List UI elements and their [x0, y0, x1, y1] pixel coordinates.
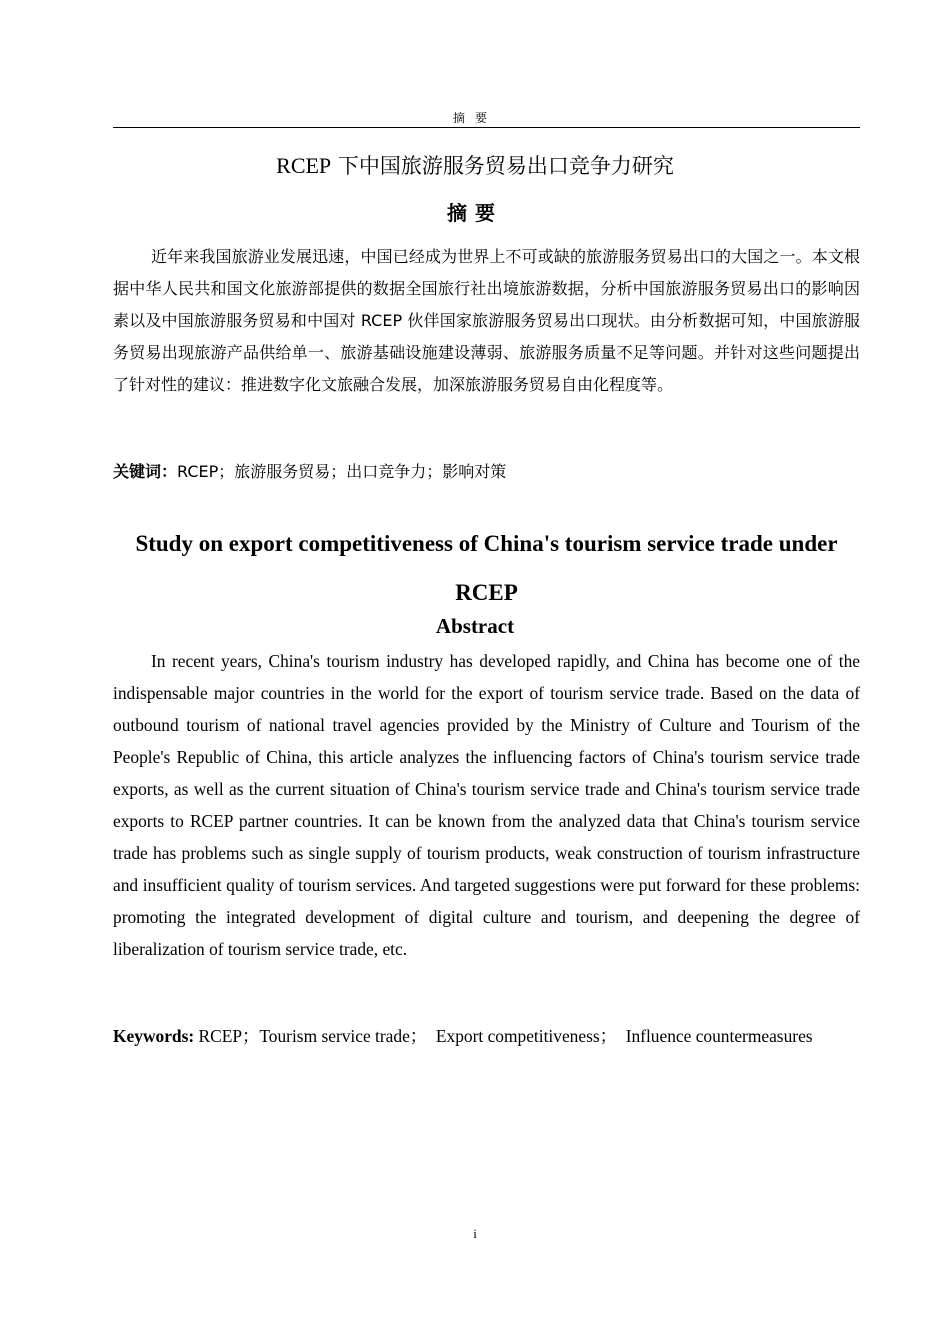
english-keywords: [113, 1021, 883, 1051]
page-number: i: [473, 1226, 477, 1241]
chinese-title-rest: 下中国旅游服务贸易出口竞争力研究: [331, 154, 674, 178]
english-title: Study on export competitiveness of China's tourism service trade under RCEP: [135, 531, 838, 605]
chinese-title-latin: RCEP: [276, 153, 332, 178]
english-keywords-label: Keywords:: [113, 1026, 195, 1046]
chinese-keywords-list: RCEP；旅游服务贸易；出口竞争力；影响对策: [177, 462, 507, 481]
chinese-keywords: [113, 457, 873, 487]
english-keywords-list: RCEP；Tourism service trade； Export competitiveness； Influence countermeasures: [194, 1026, 813, 1046]
chinese-keywords-label: 关键词：: [113, 462, 178, 481]
chinese-abstract-heading: 摘要: [447, 201, 503, 225]
chinese-abstract-body: 近年来我国旅游业发展迅速，中国已经成为世界上不可或缺的旅游服务贸易出口的大国之一。本文根据中华人民共和国文化旅游部提供的数据全国旅行社出境旅游数据，分析中国旅游服务贸易出口的影响因素以及中国旅游服务贸易和中国对 RCEP 伙伴国家旅游服务贸易出口现状。由分析数据可知，中国旅游服务贸易出现旅游产品供给单一、旅游基础设施建设薄弱、旅游服务质量不足等问题。并针对这些问题提出了针对性的建议：推进数字化文旅融合发展，加深旅游服务贸易自由化程度等。: [113, 247, 860, 394]
chinese-title: [0, 150, 950, 180]
english-abstract-heading: Abstract: [435, 614, 515, 638]
header-rule: [113, 127, 860, 128]
english-abstract-body: In recent years, China's tourism industry has developed rapidly, and China has become one of the indispensable major countries in the world for the export of tourism service trade. Based on the data of outbound tourism of national travel agencies provided by the Ministry of Culture and Tourism of the People's Republic of China, this article analyzes the influencing factors of China's tourism service trade exports, as well as the current situation of China's tourism service trade and China's tourism service trade exports to RCEP partner countries. It can be known from the analyzed data that China's tourism service trade has problems such as single supply of tourism products, weak construction of tourism infrastructure and insufficient quality of tourism services. And targeted suggestions were put forward for these problems: promoting the integrated development of digital culture and tourism, and deepening the degree of liberalization of tourism service trade, etc.: [113, 651, 860, 959]
running-header: 摘要: [452, 111, 497, 125]
